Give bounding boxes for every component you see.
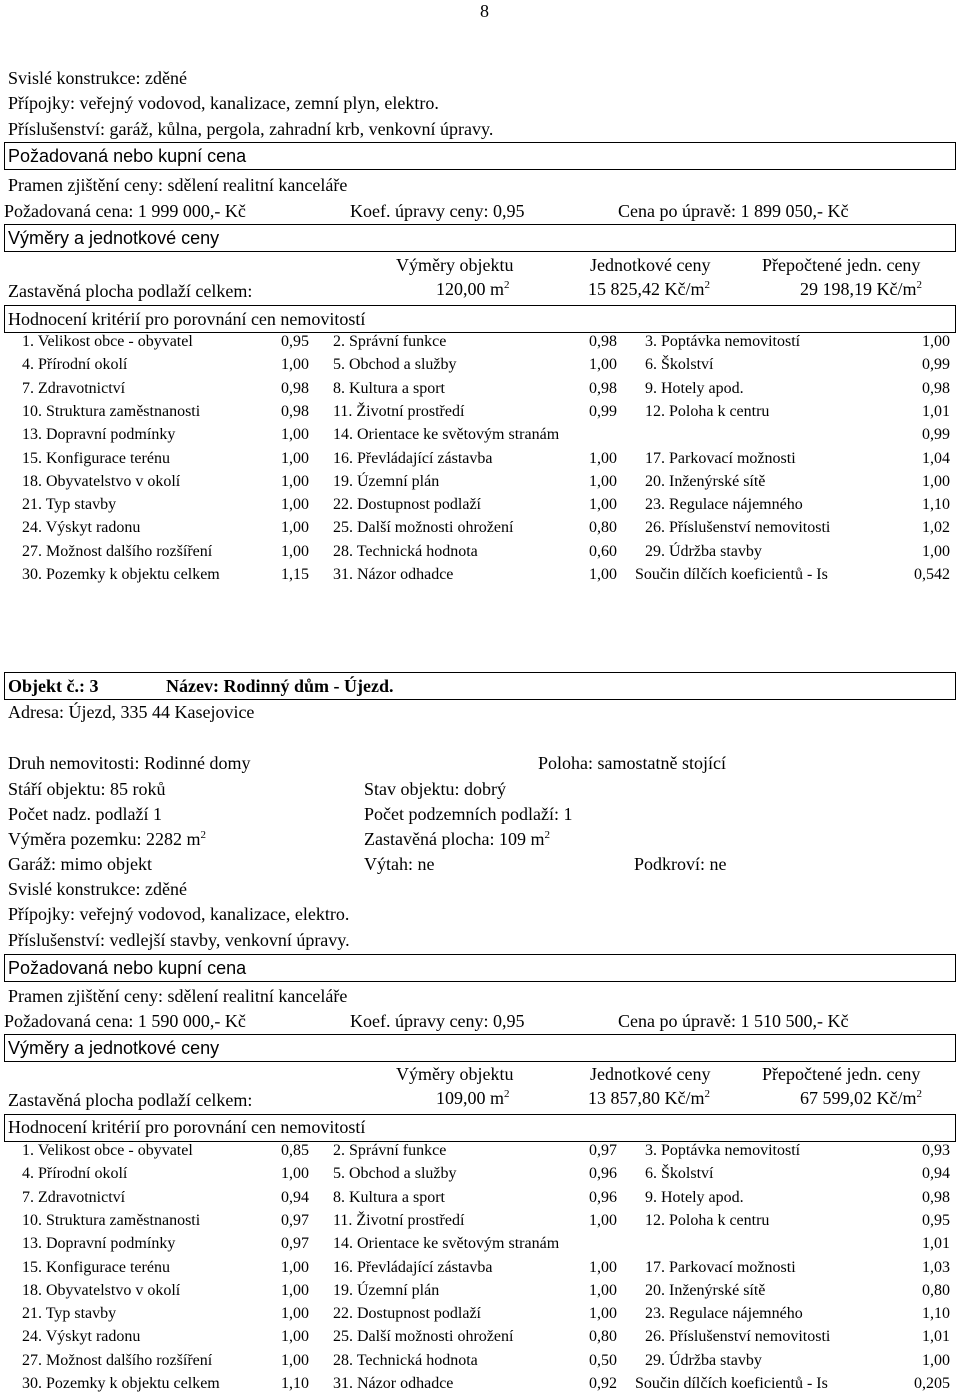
criterion-value: 0,94 bbox=[922, 1165, 950, 1183]
criterion-value: 0,94 bbox=[281, 1188, 309, 1206]
criterion-value: 1,00 bbox=[589, 496, 617, 514]
criterion-value: 1,00 bbox=[589, 1211, 617, 1229]
pozadovana-cena-title: Požadovaná nebo kupní cena bbox=[8, 146, 247, 166]
criterion-label: 13. Dopravní podmínky bbox=[22, 426, 176, 444]
criterion-label: 11. Životní prostředí bbox=[333, 1211, 465, 1229]
criterion-label: 2. Správní funkce bbox=[333, 1142, 447, 1159]
criterion-value: 0,99 bbox=[922, 426, 950, 444]
prepoctena-cena-value: 29 198,19 $Kč/m^2$ bbox=[800, 279, 922, 299]
vymera-pozemku: Výměra pozemku: 2282 $m^2$ bbox=[8, 829, 206, 849]
zastavena-plocha-label-3: Zastavěná plocha podlaží celkem: bbox=[8, 1090, 253, 1110]
zastavena-plocha: Zastavěná plocha: 109 $m^2$ bbox=[364, 829, 550, 849]
col-vymery-objektu-3: Výměry objektu bbox=[396, 1064, 514, 1084]
criterion-value: 1,00 bbox=[281, 1328, 309, 1346]
criterion-label: 3. Poptávka nemovitostí bbox=[645, 333, 801, 350]
criterion-label: 4. Přírodní okolí bbox=[22, 1165, 128, 1183]
page-number: 8 bbox=[480, 1, 489, 21]
criterion-value: 1,00 bbox=[589, 356, 617, 374]
criterion-label: 23. Regulace nájemného bbox=[645, 1305, 803, 1323]
criterion-value: 1,00 bbox=[589, 1281, 617, 1299]
criterion-value: 0,99 bbox=[922, 356, 950, 374]
criterion-value: 1,00 bbox=[922, 472, 950, 490]
objekt-adresa: Adresa: Újezd, 335 44 Kasejovice bbox=[8, 702, 255, 722]
criterion-value: 1,00 bbox=[281, 542, 309, 560]
col-jednotkove-ceny-3: Jednotkové ceny bbox=[590, 1064, 711, 1084]
criterion-value: 1,10 bbox=[922, 496, 950, 514]
criterion-label: 19. Územní plán bbox=[333, 472, 440, 490]
criterion-value: 1,00 bbox=[281, 519, 309, 537]
criterion-label: 30. Pozemky k objektu celkem bbox=[22, 1375, 220, 1392]
criterion-label: 7. Zdravotnictví bbox=[22, 379, 126, 397]
criterion-label: 30. Pozemky k objektu celkem bbox=[22, 566, 220, 583]
criterion-label: 5. Obchod a služby bbox=[333, 1165, 457, 1183]
criterion-label: Součin dílčích koeficientů - Is bbox=[635, 566, 828, 583]
koef-upravy: Koef. úpravy ceny: 0,95 bbox=[350, 201, 525, 221]
criterion-value: 0,97 bbox=[281, 1235, 309, 1253]
vymery-title: Výměry a jednotkové ceny bbox=[8, 228, 220, 248]
criterion-label: 11. Životní prostředí bbox=[333, 402, 465, 420]
criterion-label: 27. Možnost dalšího rozšíření bbox=[22, 1351, 213, 1369]
vytah: Výtah: ne bbox=[364, 854, 435, 874]
criterion-label: 31. Názor odhadce bbox=[333, 566, 454, 583]
criterion-value: 0,93 bbox=[922, 1142, 950, 1159]
criterion-label: 17. Parkovací možnosti bbox=[645, 1258, 796, 1276]
criterion-label: 28. Technická hodnota bbox=[333, 542, 478, 560]
criterion-label: 22. Dostupnost podlaží bbox=[333, 496, 481, 514]
criterion-label: 21. Typ stavby bbox=[22, 496, 117, 514]
criterion-value: 1,00 bbox=[589, 566, 617, 583]
criterion-label: 27. Možnost dalšího rozšíření bbox=[22, 542, 213, 560]
criterion-value: 0,98 bbox=[589, 333, 617, 350]
pripojky-3: Přípojky: veřejný vodovod, kanalizace, elektro. bbox=[8, 904, 350, 924]
criterion-value: 1,00 bbox=[281, 496, 309, 514]
criterion-value: 1,00 bbox=[281, 1281, 309, 1299]
criterion-value: 1,15 bbox=[281, 566, 309, 583]
criterion-label: 20. Inženýrské sítě bbox=[645, 1281, 766, 1299]
hodnoceni-title: Hodnocení kritérií pro porovnání cen nemovitostí bbox=[8, 309, 366, 329]
criterion-value: 1,00 bbox=[281, 1258, 309, 1276]
criterion-label: 25. Další možnosti ohrožení bbox=[333, 519, 514, 537]
vymera-value: 120,00 $m^2$ bbox=[436, 279, 510, 299]
criterion-label: 14. Orientace ke světovým stranám bbox=[333, 1235, 560, 1253]
criterion-value: 1,00 bbox=[589, 449, 617, 467]
objekt-cislo: Objekt č.: 3 bbox=[8, 676, 99, 696]
criterion-label: 6. Školství bbox=[645, 1165, 714, 1183]
koef-upravy-3: Koef. úpravy ceny: 0,95 bbox=[350, 1011, 525, 1031]
jednotkova-cena-value: 15 825,42 $Kč/m^2$ bbox=[588, 279, 710, 299]
criterion-label: 6. Školství bbox=[645, 356, 714, 374]
criterion-value: 1,00 bbox=[281, 1351, 309, 1369]
pramen-ceny-3: Pramen zjištění ceny: sdělení realitní kanceláře bbox=[8, 986, 348, 1006]
hodnoceni-title-3: Hodnocení kritérií pro porovnání cen nemovitostí bbox=[8, 1117, 366, 1137]
criterion-label: 17. Parkovací možnosti bbox=[645, 449, 796, 467]
criterion-label: 22. Dostupnost podlaží bbox=[333, 1305, 481, 1323]
criterion-label: 7. Zdravotnictví bbox=[22, 1188, 126, 1206]
pripojky: Přípojky: veřejný vodovod, kanalizace, zemní plyn, elektro. bbox=[8, 93, 439, 113]
criterion-label: 24. Výskyt radonu bbox=[22, 1328, 141, 1346]
col-prepoctene-ceny-3: Přepočtené jedn. ceny bbox=[762, 1064, 921, 1084]
prislusenstvi: Příslušenství: garáž, kůlna, pergola, zahradní krb, venkovní úpravy. bbox=[8, 119, 494, 139]
criterion-value: 1,00 bbox=[589, 1258, 617, 1276]
criterion-label: 16. Převládající zástavba bbox=[333, 449, 493, 467]
criterion-value: 1,00 bbox=[922, 1351, 950, 1369]
criterion-value: 1,01 bbox=[922, 402, 950, 420]
jednotkova-cena-value-3: 13 857,80 $Kč/m^2$ bbox=[588, 1088, 710, 1108]
criterion-value: 0,97 bbox=[281, 1211, 309, 1229]
criterion-label: 8. Kultura a sport bbox=[333, 1188, 445, 1206]
vymera-value-3: 109,00 $m^2$ bbox=[436, 1088, 510, 1108]
criterion-value: 1,00 bbox=[589, 1305, 617, 1323]
criterion-value: 0,98 bbox=[922, 379, 950, 397]
criterion-label: 15. Konfigurace terénu bbox=[22, 449, 170, 467]
criterion-value: 0,95 bbox=[922, 1211, 950, 1229]
pocet-podz-podlazi: Počet podzemních podlaží: 1 bbox=[364, 804, 573, 824]
stari-objektu: Stáří objektu: 85 roků bbox=[8, 779, 166, 799]
criterion-value: 0,97 bbox=[589, 1142, 617, 1159]
criterion-value: 1,00 bbox=[281, 449, 309, 467]
garaz: Garáž: mimo objekt bbox=[8, 854, 152, 874]
criterion-value: 0,95 bbox=[281, 333, 309, 350]
criterion-label: 28. Technická hodnota bbox=[333, 1351, 478, 1369]
svisle-konstrukce-3: Svislé konstrukce: zděné bbox=[8, 879, 187, 899]
pozadovana-cena: Požadovaná cena: 1 999 000,- Kč bbox=[4, 201, 246, 221]
criterion-value: 1,10 bbox=[922, 1305, 950, 1323]
criterion-value: 1,01 bbox=[922, 1235, 950, 1253]
criterion-value: 1,00 bbox=[281, 1165, 309, 1183]
criterion-value: 1,00 bbox=[589, 472, 617, 490]
criterion-label: 25. Další možnosti ohrožení bbox=[333, 1328, 514, 1346]
criterion-label: 18. Obyvatelstvo v okolí bbox=[22, 472, 181, 490]
criterion-label: 10. Struktura zaměstnanosti bbox=[22, 1211, 201, 1229]
criterion-label: 23. Regulace nájemného bbox=[645, 496, 803, 514]
criterion-label: 12. Poloha k centru bbox=[645, 402, 770, 420]
criterion-value: 0,85 bbox=[281, 1142, 309, 1159]
criterion-value: 0,98 bbox=[281, 379, 309, 397]
criterion-label: 9. Hotely apod. bbox=[645, 379, 744, 397]
podkrovi: Podkroví: ne bbox=[634, 854, 727, 874]
pozadovana-cena-3: Požadovaná cena: 1 590 000,- Kč bbox=[4, 1011, 246, 1031]
criterion-value: 1,00 bbox=[922, 542, 950, 560]
criterion-label: 1. Velikost obce - obyvatel bbox=[22, 333, 193, 350]
criterion-label: 4. Přírodní okolí bbox=[22, 356, 128, 374]
criterion-label: 20. Inženýrské sítě bbox=[645, 472, 766, 490]
criterion-label: 9. Hotely apod. bbox=[645, 1188, 744, 1206]
criterion-label: 2. Správní funkce bbox=[333, 333, 447, 350]
criterion-value: 1,00 bbox=[281, 472, 309, 490]
criterion-value: 1,03 bbox=[922, 1258, 950, 1276]
criterion-label: 3. Poptávka nemovitostí bbox=[645, 1142, 801, 1159]
pozadovana-cena-title-3: Požadovaná nebo kupní cena bbox=[8, 958, 247, 978]
cena-po-uprave-3: Cena po úpravě: 1 510 500,- Kč bbox=[618, 1011, 849, 1031]
criterion-value: 0,98 bbox=[589, 379, 617, 397]
zastavena-plocha-label: Zastavěná plocha podlaží celkem: bbox=[8, 281, 253, 301]
criterion-value: 0,96 bbox=[589, 1165, 617, 1183]
criterion-label: 1. Velikost obce - obyvatel bbox=[22, 1142, 193, 1159]
criterion-value: 1,10 bbox=[281, 1375, 309, 1392]
criterion-value: 1,00 bbox=[281, 356, 309, 374]
criterion-value: 1,04 bbox=[922, 449, 950, 467]
criterion-label: 21. Typ stavby bbox=[22, 1305, 117, 1323]
prislusenstvi-3: Příslušenství: vedlejší stavby, venkovní úpravy. bbox=[8, 930, 350, 950]
criterion-label: 26. Příslušenství nemovitosti bbox=[645, 1328, 831, 1346]
criterion-label: 18. Obyvatelstvo v okolí bbox=[22, 1281, 181, 1299]
criterion-value: 0,98 bbox=[922, 1188, 950, 1206]
criterion-label: 13. Dopravní podmínky bbox=[22, 1235, 176, 1253]
pramen-ceny: Pramen zjištění ceny: sdělení realitní kanceláře bbox=[8, 175, 348, 195]
criterion-value: 1,01 bbox=[922, 1328, 950, 1346]
criterion-value: 0,50 bbox=[589, 1351, 617, 1369]
objekt-header-box bbox=[4, 672, 956, 700]
criterion-label: 15. Konfigurace terénu bbox=[22, 1258, 170, 1276]
stav-objektu: Stav objektu: dobrý bbox=[364, 779, 506, 799]
cena-po-uprave: Cena po úpravě: 1 899 050,- Kč bbox=[618, 201, 849, 221]
criterion-label: 29. Údržba stavby bbox=[645, 1351, 762, 1369]
criterion-label: 10. Struktura zaměstnanosti bbox=[22, 402, 201, 420]
criterion-value: 0,80 bbox=[922, 1281, 950, 1299]
criterion-value: 0,80 bbox=[589, 519, 617, 537]
criterion-label: 14. Orientace ke světovým stranám bbox=[333, 426, 560, 444]
criterion-label: 26. Příslušenství nemovitosti bbox=[645, 519, 831, 537]
criterion-value: 1,00 bbox=[922, 333, 950, 350]
objekt-nazev: Název: Rodinný dům - Újezd. bbox=[166, 676, 394, 696]
prepoctena-cena-value-3: 67 599,02 $Kč/m^2$ bbox=[800, 1088, 922, 1108]
criterion-label: 5. Obchod a služby bbox=[333, 356, 457, 374]
criterion-label: 8. Kultura a sport bbox=[333, 379, 445, 397]
druh-nemovitosti: Druh nemovitosti: Rodinné domy bbox=[8, 753, 251, 773]
criterion-value: 0,92 bbox=[589, 1375, 617, 1392]
criterion-label: 31. Názor odhadce bbox=[333, 1375, 454, 1392]
criterion-value: 1,02 bbox=[922, 519, 950, 537]
pocet-nadz-podlazi: Počet nadz. podlaží 1 bbox=[8, 804, 162, 824]
col-prepoctene-ceny: Přepočtené jedn. ceny bbox=[762, 255, 921, 275]
criterion-value: 0,80 bbox=[589, 1328, 617, 1346]
criterion-value: 0,98 bbox=[281, 402, 309, 420]
criterion-label: 29. Údržba stavby bbox=[645, 542, 762, 560]
criterion-value: 0,205 bbox=[914, 1375, 950, 1392]
poloha: Poloha: samostatně stojící bbox=[538, 753, 726, 773]
col-vymery-objektu: Výměry objektu bbox=[396, 255, 514, 275]
criterion-label: Součin dílčích koeficientů - Is bbox=[635, 1375, 828, 1392]
criterion-value: 0,96 bbox=[589, 1188, 617, 1206]
criterion-value: 0,99 bbox=[589, 402, 617, 420]
criterion-value: 1,00 bbox=[281, 426, 309, 444]
col-jednotkove-ceny: Jednotkové ceny bbox=[590, 255, 711, 275]
svisle-konstrukce: Svislé konstrukce: zděné bbox=[8, 68, 187, 88]
criterion-value: 0,542 bbox=[914, 566, 950, 583]
vymery-title-3: Výměry a jednotkové ceny bbox=[8, 1038, 220, 1058]
criterion-value: 0,60 bbox=[589, 542, 617, 560]
criterion-value: 1,00 bbox=[281, 1305, 309, 1323]
criterion-label: 12. Poloha k centru bbox=[645, 1211, 770, 1229]
criterion-label: 19. Územní plán bbox=[333, 1281, 440, 1299]
criterion-label: 24. Výskyt radonu bbox=[22, 519, 141, 537]
criterion-label: 16. Převládající zástavba bbox=[333, 1258, 493, 1276]
